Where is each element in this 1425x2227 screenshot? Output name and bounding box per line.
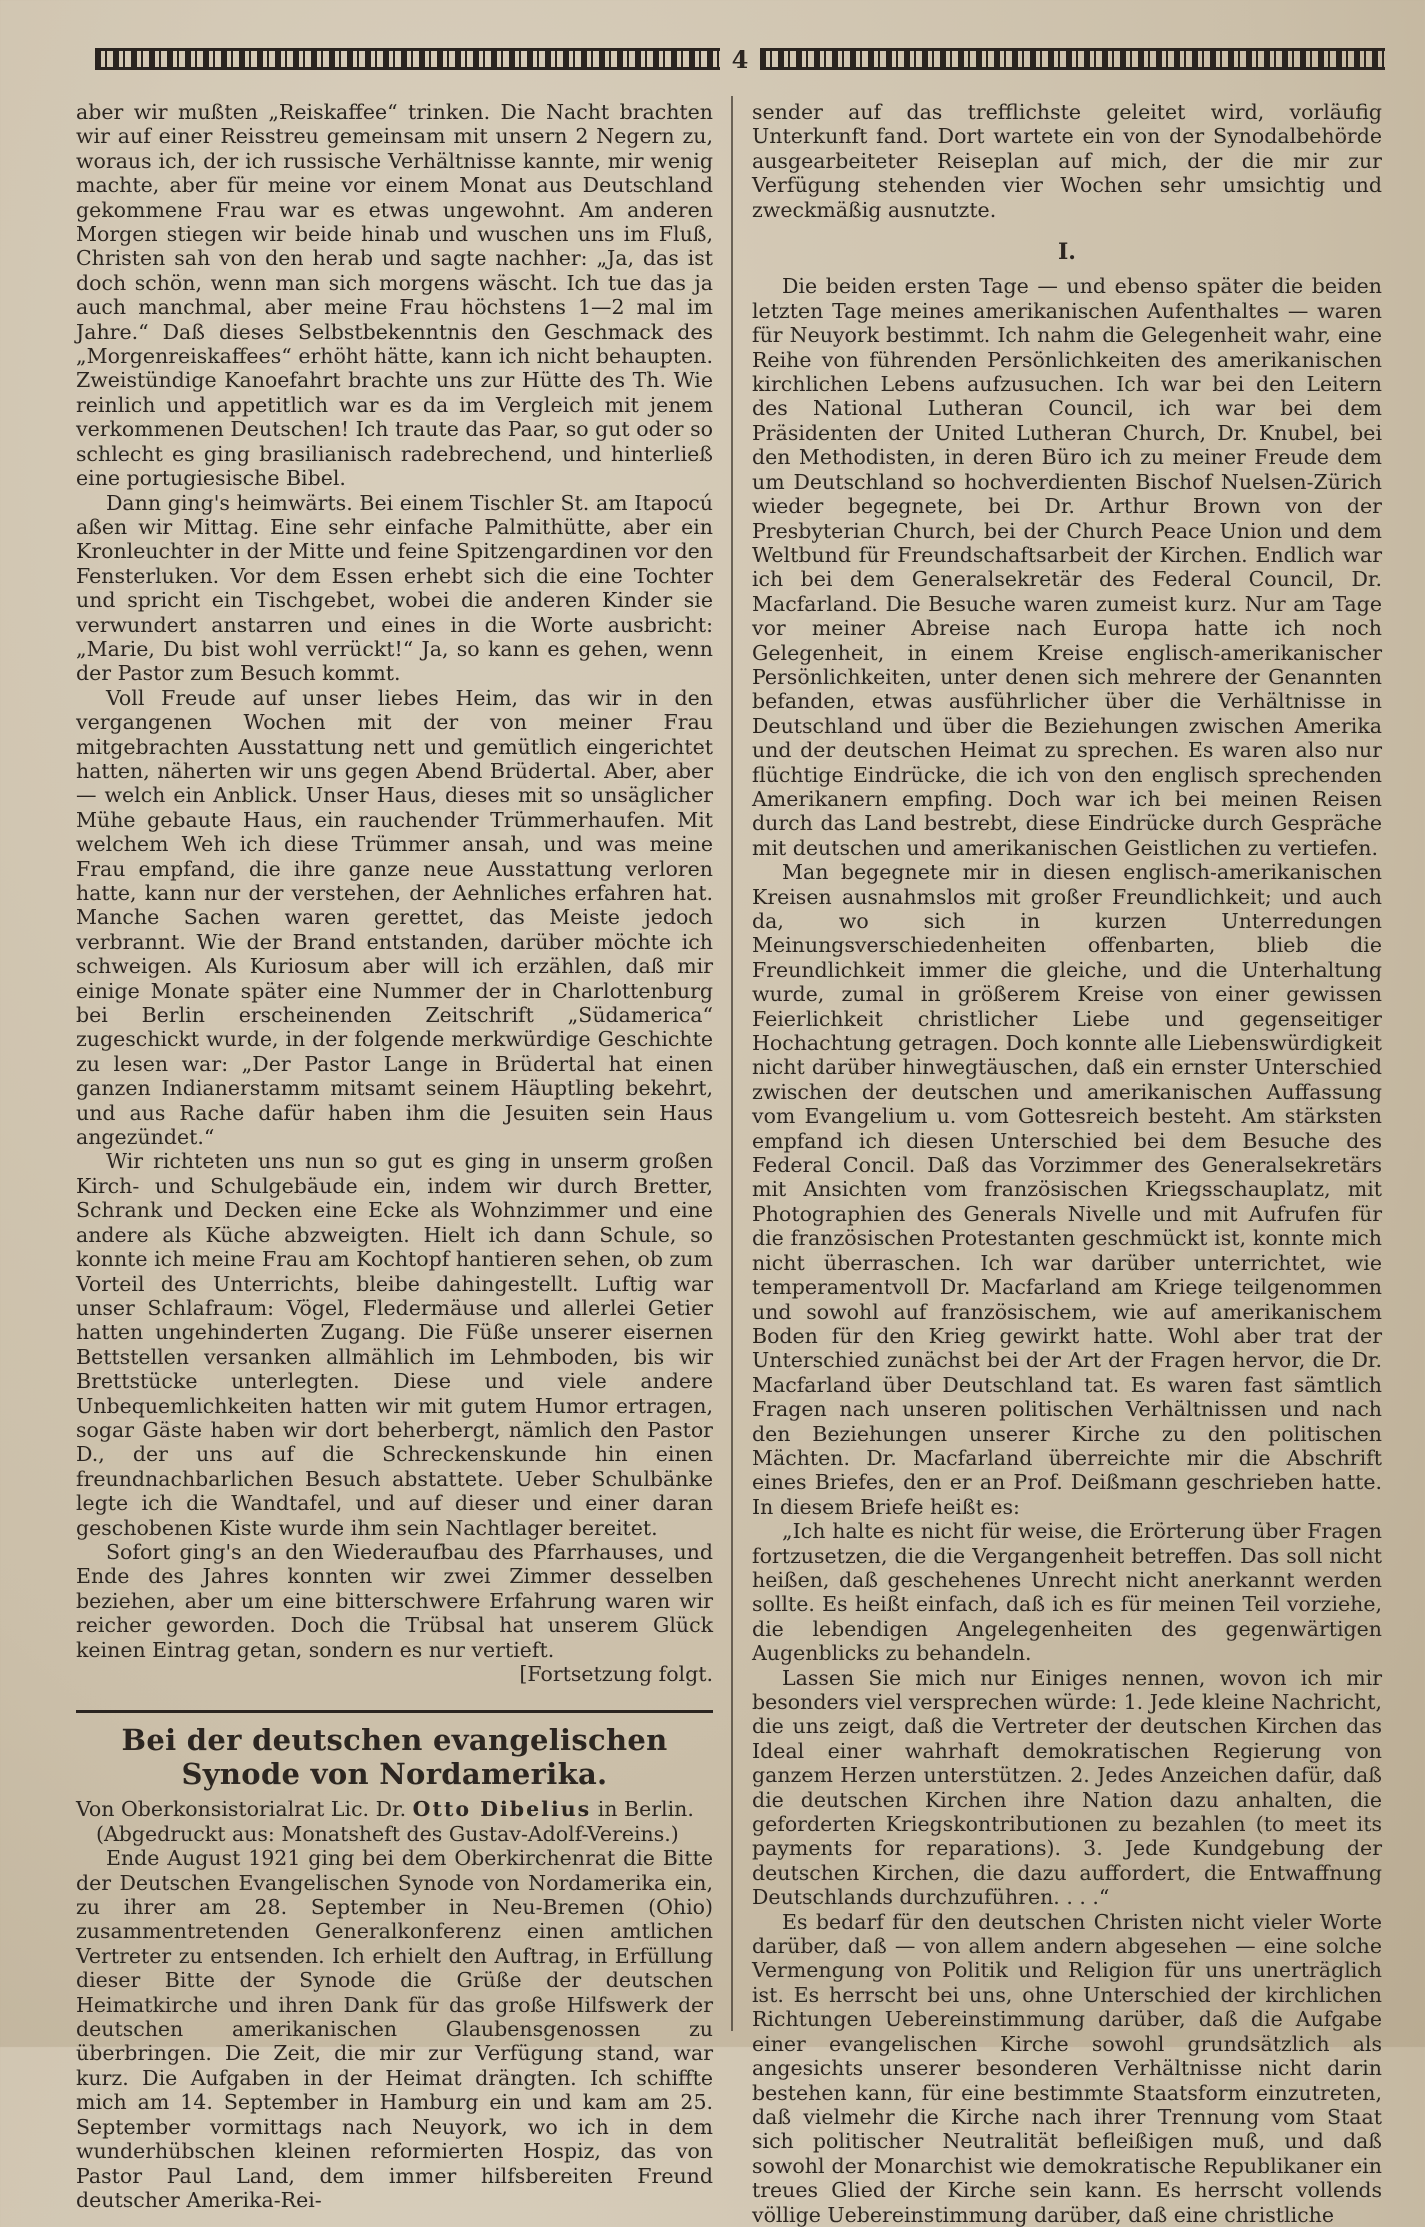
header-ornament-left: [95, 48, 720, 70]
paragraph: Voll Freude auf unser liebes Heim, das wir in den vergangenen Wochen mit der von meiner Frau mitgebrachten Ausstattung nett und gemütlich eingerichtet hatten, näherten wir uns gegen Abend Brüdertal. Aber, aber — welch ein Anblick. Unser Haus, dieses mit so unsäglicher Mühe gebaute Haus, ein rauchender Trümmerhaufen. Mit welchem Weh ich diese Trümmer ansah, und was meine Frau empfand, die ihre ganze neue Ausstattung verloren hatte, kann nur der verstehen, der Aehnliches erfahren hat. Manche Sachen waren gerettet, das Meiste jedoch verbrannt. Wie der Brand entstanden, darüber möchte ich schweigen. Als Kuriosum aber will ich erzählen, daß mir einige Monate später eine Nummer der in Charlottenburg bei Berlin erscheinenden Zeitschrift „Südamerica“ zugeschickt wurde, in der folgende merkwürdige Geschichte zu lesen war: „Der Pastor Lange in Brüdertal hat einen ganzen Indianerstamm mitsamt seinem Häuptling bekehrt, und aus Rache dafür haben ihm die Jesuiten sein Haus angezündet.“: [76, 685, 713, 1150]
author-name: Otto Dibelius: [412, 1797, 592, 1822]
section-number: I.: [1058, 239, 1076, 266]
article-byline: [76, 1797, 713, 1821]
paragraph: Ende August 1921 ging bei dem Oberkirchenrat die Bitte der Deutschen Evangelischen Synode von Nordamerika ein, zu ihrer am 28. September in Neu-Bremen (Ohio) zusammentretenden Generalkonferenz einen amtlichen Vertreter zu entsenden. Ich erhielt den Auftrag, in Erfüllung dieser Bitte der Synode die Grüße der deutschen Heimatkirche und ihren Dank für das große Hilfswerk der deutschen amerikanischen Glaubensgenossen zu überbringen. Die Zeit, die mir zur Verfügung stand, war kurz. Die Aufgaben in der Heimat drängten. Ich schiffte mich am 14. September in Hamburg ein und kam am 25. September vormittags nach Neuyork, wo ich in dem wunderhübschen kleinen reformierten Hospiz, das von Pastor Paul Land, dem immer hilfsbereiten Freund deutscher Amerika-Rei-: [76, 1846, 713, 2212]
continuation-note: [Fortsetzung folgt.: [519, 1662, 713, 1686]
article-source: (Abgedruckt aus: Monatsheft des Gustav-Adolf-Vereins.): [96, 1821, 679, 1846]
paragraph: aber wir mußten „Reiskaffee“ trinken. Die Nacht brachten wir auf einer Reisstreu gemeinsam mit unsern 2 Negern zu, woraus ich, der ich russische Verhältnisse kannte, mir wenig machte, aber für meine vor einem Monat aus Deutschland gekommene Frau war es etwas ungewohnt. Am anderen Morgen stiegen wir beide hinab und wuschen uns im Fluß, Christen sah von den herab und sagte nachher: „Ja, das ist doch schön, wenn man sich morgens wäscht. Ich tue das ja auch manchmal, aber meine Frau höchstens 1—2 mal im Jahre.“ Daß dieses Selbstbekenntnis den Geschmack des „Morgenreiskaffees“ erhöht hätte, kann ich nicht behaupten. Zweistündige Kanoefahrt brachte uns zur Hütte des Th. Wie reinlich und appetitlich war es da im Vergleich mit jenem verkommenen Deutschen! Ich traute das Paar, so gut oder so schlecht es ging brasilianisch radebrechend, und hinterließ eine portugiesische Bibel.: [76, 100, 713, 491]
paragraph: Es bedarf für den deutschen Christen nicht vieler Worte darüber, daß — von allem andern abgesehen — eine solche Vermengung von Politik und Religion für uns unerträglich ist. Es herrscht bei uns, ohne Unterschied der kirchlichen Richtungen Uebereinstimmung darüber, daß die Aufgabe einer evangelischen Kirche sowohl grundsätzlich als angesichts unserer besonderen Verhältnisse nicht darin bestehen kann, für eine bestimmte Staatsform einzutreten, daß vielmehr die Kirche nach ihrer Trennung vom Staat sich politischer Neutralität befleißigen muß, und daß sowohl der Monarchist wie demokratische Republikaner ein treues Glied der Kirche sein kann. Es herrscht vollends völlige Uebereinstimmung darüber, daß eine christliche: [752, 1909, 1382, 2227]
byline-prefix: Von Oberkonsistorialrat Lic. Dr.: [76, 1797, 407, 1822]
byline-suffix: in Berlin.: [597, 1797, 694, 1822]
paragraph: Die beiden ersten Tage — und ebenso später die beiden letzten Tage meines amerikanischen Aufenthaltes — waren für Neuyork bestimmt. Ich nahm die Gelegenheit wahr, eine Reihe von führenden Persönlichkeiten des amerikanischen kirchlichen Lebens aufzusuchen. Ich war bei den Leitern des National Lutheran Council, ich war bei dem Präsidenten der United Lutheran Church, Dr. Knubel, bei den Methodisten, in deren Büro ich zu meiner Freude dem um Deutschland so hochverdienten Bischof Nuelsen-Zürich wieder begegnete, bei Dr. Arthur Brown von der Presbyterian Church, bei der Church Peace Union und dem Weltbund für Freundschaftsarbeit der Kirchen. Endlich war ich bei dem Generalsekretär des Federal Council, Dr. Macfarland. Die Besuche waren zumeist kurz. Nur am Tage vor meiner Abreise nach Europa hatte ich noch Gelegenheit, in einem Kreise englisch-amerikanischer Persönlichkeiten, unter denen sich mehrere der Genannten befanden, etwas ausführlicher über die Verhältnisse in Deutschland und über die Beziehungen zwischen Amerika und der deutschen Heimat zu sprechen. Es waren also nur flüchtige Eindrücke, die ich von den englisch sprechenden Amerikanern empfing. Doch war ich bei meinen Reisen durch das Land bestrebt, diese Eindrücke durch Gespräche mit deutschen und amerikanischen Geistlichen zu vertiefen.: [752, 274, 1382, 860]
right-column: [752, 100, 1382, 2227]
paragraph: sender auf das trefflichste geleitet wird, vorläufig Unterkunft fand. Dort wartete ein von der Synodalbehörde ausgearbeiteter Reiseplan auf mich, der die mir zur Verfügung stehenden vier Wochen sehr umsichtig und zweckmäßig ausnutzte.: [752, 100, 1382, 222]
page-number: 4: [731, 44, 749, 74]
quote-paragraph: „Ich halte es nicht für weise, die Erörterung über Fragen fortzusetzen, die die Vergangenheit betreffen. Das soll nicht heißen, daß geschehenes Unrecht nicht anerkannt werden sollte. Es heißt einfach, daß ich es für meinen Teil vorziehe, die lebendigen Angelegenheiten des gegenwärtigen Augenblicks zu behandeln.: [752, 1519, 1382, 1666]
paragraph: Sofort ging's an den Wiederaufbau des Pfarrhauses, und Ende des Jahres konnten wir zwei Zimmer desselben beziehen, aber um eine bitterschwere Erfahrung waren wir reicher geworden. Doch die Trübsal hat unserem Glück keinen Eintrag getan, sondern es nur vertieft.: [76, 1539, 713, 1662]
page-header: [95, 44, 1385, 74]
header-ornament-right: [760, 48, 1385, 70]
article-title: Bei der deutschen evangelischen Synode von Nordamerika.: [121, 1723, 668, 1792]
column-divider: [731, 96, 733, 2031]
quote-paragraph: Lassen Sie mich nur Einiges nennen, wovon ich mir besonders viel versprechen würde: 1. Jede kleine Nachricht, die uns zeigt, daß die Vertreter der deutschen Kirchen das Ideal einer wahrhaft demokratischen Regierung von ganzem Herzen unterstützen. 2. Jedes Anzeichen dafür, daß die deutschen Kirchen ihre Nation dazu anhalten, die geforderten Kriegskontributionen zu bezahlen (to meet its payments for reparations). 3. Jede Kundgebung der deutschen Kirchen, die dazu auffordert, die Entwaffnung Deutschlands durchzuführen. . . .“: [752, 1665, 1382, 1910]
paragraph: Wir richteten uns nun so gut es ging in unserm großen Kirch- und Schulgebäude ein, indem wir durch Bretter, Schrank und Decken eine Ecke als Wohnzimmer und eine andere als Küche abzweigten. Hielt ich dann Schule, so konnte ich meine Frau am Kochtopf hantieren sehen, ob zum Vorteil des Unterrichts, bleibe dahingestellt. Luftig war unser Schlafraum: Vögel, Fledermäuse und allerlei Getier hatten ungehinderten Zugang. Die Füße unserer eisernen Bettstellen versanken allmählich im Lehmboden, bis wir Brettstücke unterlegten. Diese und viele andere Unbequemlichkeiten hatten wir mit gutem Humor ertragen, sogar Gäste haben wir dort beherbergt, nämlich den Pastor D., der uns auf die Schreckenskunde hin einen freundnachbarlichen Besuch abstattete. Ueber Schulbänke legte ich die Wandtafel, und auf dieser und einer daran geschobenen Kiste wurde ihm sein Nachtlager bereitet.: [76, 1149, 713, 1540]
paragraph: Dann ging's heimwärts. Bei einem Tischler St. am Itapocú aßen wir Mittag. Eine sehr einfache Palmithütte, aber ein Kronleuchter in der Mitte und feine Spitzengardinen vor den Fensterluken. Vor dem Essen erhebt sich die eine Tochter und spricht ein Tischgebet, wobei die anderen Kinder sie verwundert anstarren und eines in die Worte ausbricht: „Marie, Du bist wohl verrückt!“ Ja, so kann es gehen, wenn der Pastor zum Besuch kommt.: [76, 490, 713, 686]
article-separator: [76, 1710, 713, 1713]
left-column: [76, 100, 713, 2212]
paragraph: Man begegnete mir in diesen englisch-amerikanischen Kreisen ausnahmslos mit großer Freundlichkeit; und auch da, wo sich in kurzen Unterredungen Meinungsverschiedenheiten offenbarten, blieb die Freundlichkeit immer die gleiche, und die Unterhaltung wurde, zumal in größerem Kreise von einer gewissen Feierlichkeit christlicher Liebe und gegenseitiger Hochachtung getragen. Doch konnte alle Liebenswürdigkeit nicht darüber hinwegtäuschen, daß ein ernster Unterschied zwischen der deutschen und amerikanischen Auffassung vom Evangelium u. vom Gottesreich besteht. Am stärksten empfand ich diesen Unterschied bei dem Besuche des Federal Concil. Daß das Vorzimmer des Generalsekretärs mit Ansichten vom französischen Kriegsschauplatz, mit Photographien des Generals Nivelle und mit Aufrufen für die französischen Protestanten geschmückt ist, konnte mich nicht überraschen. Ich war darüber unterrichtet, wie temperamentvoll Dr. Macfarland am Kriege teilgenommen und sowohl auf französischem, wie auf amerikanischem Boden für den Krieg gewirkt hatte. Wohl aber trat der Unterschied zunächst bei der Art der Fragen hervor, die Dr. Macfarland über Deutschland tat. Es waren fast sämtlich Fragen nach unseren politischen Verhältnissen und nach den Beziehungen unserer Kirche zu den politischen Mächten. Dr. Macfarland überreichte mir die Abschrift eines Briefes, den er an Prof. Deißmann geschrieben hatte. In diesem Briefe heißt es:: [752, 860, 1382, 1519]
continuation-line: [76, 1662, 713, 1686]
